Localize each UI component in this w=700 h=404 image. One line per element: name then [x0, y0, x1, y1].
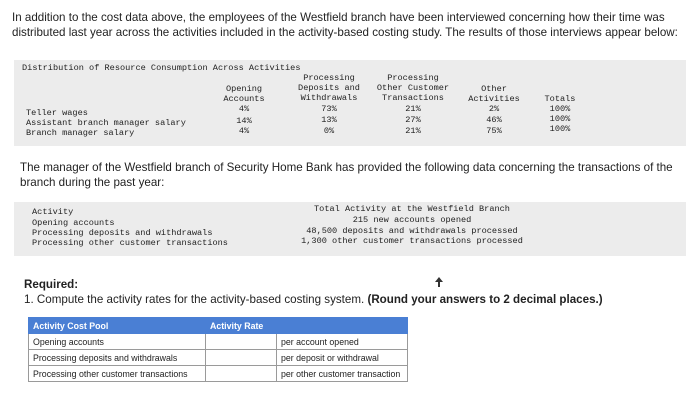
- required-instruction: 1. Compute the activity rates for the activity-based costing system. (Round your answers to 2 decimal places.): [24, 293, 603, 306]
- activity-name: Processing other customer transactions: [32, 238, 228, 248]
- activity-name: Processing deposits and withdrawals: [32, 228, 213, 238]
- activity-rate-table: [28, 317, 408, 382]
- activity-header: Activity: [32, 207, 74, 217]
- pool-label: Processing other customer transactions: [29, 366, 206, 382]
- unit-label: per account opened: [277, 334, 408, 350]
- col-header-totals: Totals: [544, 94, 576, 104]
- cell-value: 75%: [486, 126, 502, 136]
- col-header-other-activities: Other Activities: [468, 84, 520, 104]
- activity-total: 215 new accounts opened: [352, 215, 472, 225]
- cell-value: 21%: [405, 126, 421, 136]
- table-row: [29, 366, 408, 382]
- row-label: Branch manager salary: [26, 128, 135, 138]
- cell-value: 4%: [238, 104, 250, 114]
- row-label: Assistant branch manager salary: [26, 118, 186, 128]
- row-label: Teller wages: [26, 108, 88, 118]
- distribution-table: [14, 60, 686, 146]
- activity-rate-input-opening[interactable]: [206, 334, 277, 350]
- distribution-title: Distribution of Resource Consumption Across Activities: [22, 63, 301, 73]
- activity-total: 1,300 other customer transactions processed: [301, 236, 523, 246]
- required-block: [24, 277, 692, 307]
- required-title: Required:: [24, 278, 79, 291]
- cell-value: 2%: [488, 104, 500, 114]
- table-row: [29, 350, 408, 366]
- pool-label: Processing deposits and withdrawals: [29, 350, 206, 366]
- activity-rate-input-other-transactions[interactable]: [206, 366, 277, 382]
- intro-paragraph: In addition to the cost data above, the employees of the Westfield branch have been interviewed concerning how their time was distributed last year across the activities included in the activity-based costing study. The results of those interviews appear below:: [12, 11, 678, 39]
- table-row: [29, 334, 408, 350]
- cell-value: 21%: [405, 104, 421, 114]
- cell-value: 100%: [549, 114, 571, 124]
- cell-value: 46%: [486, 115, 502, 125]
- col-header-opening: Opening Accounts: [223, 84, 265, 104]
- col-header-other-tx: Processing Other Customer Transactions: [376, 73, 450, 103]
- cell-value: 4%: [238, 126, 250, 136]
- cell-value: 0%: [323, 126, 335, 136]
- cell-value: 13%: [321, 115, 337, 125]
- cell-value: 100%: [549, 104, 571, 114]
- activity-name: Opening accounts: [32, 218, 115, 228]
- cell-value: 14%: [236, 116, 252, 126]
- cell-value: 27%: [405, 115, 421, 125]
- col-header-unit: [277, 318, 408, 334]
- manager-paragraph: The manager of the Westfield branch of Security Home Bank has provided the following data concerning the transactions of the branch during the past year:: [20, 161, 673, 189]
- activity-rate-input-deposits[interactable]: [206, 350, 277, 366]
- col-header-activity-cost-pool: Activity Cost Pool: [29, 318, 206, 334]
- activity-total: 48,500 deposits and withdrawals processed: [306, 226, 518, 236]
- col-header-deposits: Processing Deposits and Withdrawals: [298, 73, 360, 103]
- activity-data-table: [14, 202, 686, 256]
- cursor-arrow-icon: [434, 277, 444, 287]
- cell-value: 73%: [321, 104, 337, 114]
- col-header-activity-rate: Activity Rate: [206, 318, 277, 334]
- pool-label: Opening accounts: [29, 334, 206, 350]
- total-activity-header: Total Activity at the Westfield Branch: [314, 204, 510, 214]
- unit-label: per deposit or withdrawal: [277, 350, 408, 366]
- cell-value: 100%: [549, 124, 571, 134]
- unit-label: per other customer transaction: [277, 366, 408, 382]
